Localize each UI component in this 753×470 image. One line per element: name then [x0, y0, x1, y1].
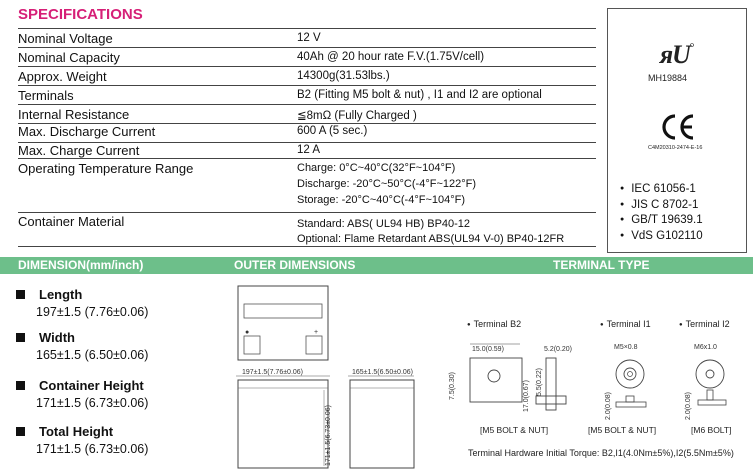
spec-label: Nominal Voltage [18, 31, 113, 46]
dimension-width [16, 330, 148, 362]
side-width-text: 165±1.5(6.50±0.06) [352, 369, 414, 376]
spec-row-weight [18, 66, 596, 86]
dimension-value: 197±1.5 (7.76±0.06) [36, 305, 149, 319]
spec-row-resistance [18, 104, 596, 124]
terminal-i2-label: ● Terminal I2 [679, 319, 730, 329]
spec-row-capacity [18, 47, 596, 67]
spec-value: 14300g(31.53lbs.) [297, 70, 390, 82]
ul-number: MH19884 [648, 73, 688, 83]
container-optional: Optional: Flame Retardant ABS(UL94 V-0) BP40-12FR [297, 233, 565, 245]
dimension-name: Total Height [16, 424, 148, 439]
spec-label: Max. Charge Current [18, 143, 140, 158]
spec-value: B2 (Fitting M5 bolt & nut) , I1 and I2 are optional [297, 89, 542, 101]
dimension-name: Container Height [16, 378, 148, 393]
band-terminal: TERMINAL TYPE [553, 258, 650, 272]
b2-dim4: 17.0(0.67) [523, 380, 530, 412]
spec-value: 12 A [297, 144, 321, 156]
band-outer: OUTER DIMENSIONS [234, 258, 356, 272]
front-view-outline [238, 380, 328, 468]
svg-text:U: U [672, 40, 691, 69]
spec-label: Operating Temperature Range [18, 161, 194, 176]
dimension-length [16, 287, 148, 319]
terminal-b2-label: ● Terminal B2 [467, 319, 521, 329]
b2-dim2: 5.2(0.20) [544, 346, 573, 353]
page-title: SPECIFICATIONS [18, 6, 143, 23]
spec-row-temperature [18, 158, 596, 213]
temp-charge: Charge: 0°C~40°C(32°F~104°F) [297, 162, 456, 174]
ce-code: C4M20310-2474-E-16 [648, 145, 703, 151]
spec-label: Internal Resistance [18, 107, 130, 122]
spec-row-terminals [18, 85, 596, 105]
i2-dim2: 2.0(0.08) [685, 391, 692, 420]
temp-storage: Storage: -20°C~40°C(-4°F~104°F) [297, 194, 466, 206]
ul-logo-icon [652, 37, 702, 75]
cert-list [620, 183, 703, 245]
terminal-b2-drawing [440, 338, 580, 422]
terminal-b2-caption: [M5 BOLT & NUT] [480, 425, 549, 435]
positive-terminal-icon: + [314, 329, 319, 336]
cert-item: ● GB/T 19639.1 [620, 214, 703, 230]
i1-dim2: 2.0(0.08) [605, 391, 612, 420]
terminal-torque: Terminal Hardware Initial Torque: B2,I1(4.0Nm±5%),I2(5.5Nm±5%) [468, 448, 734, 458]
b2-dim1: 15.0(0.59) [472, 346, 504, 353]
i1-dim1: M5×0.8 [614, 344, 638, 351]
terminal-i1-drawing [598, 338, 658, 422]
spec-value: 12 V [297, 32, 321, 44]
section-band [0, 257, 753, 274]
i2-dim1: M6x1.0 [694, 344, 717, 351]
height-text: 171±1.5(6.73±0.06) [325, 404, 332, 466]
spec-value: 600 A (5 sec.) [297, 125, 368, 137]
top-view-label-area [244, 304, 322, 318]
top-view-terminal-right [306, 336, 322, 354]
terminal-i1-caption: [M5 BOLT & NUT] [588, 425, 657, 435]
ce-mark-icon [658, 112, 698, 142]
band-dimension: DIMENSION(mm/inch) [18, 258, 144, 272]
cert-item: ● IEC 61056-1 [620, 183, 703, 199]
negative-terminal-icon: ● [245, 329, 250, 336]
dimension-container-height [16, 378, 148, 410]
spec-row-discharge [18, 123, 596, 143]
spec-label: Approx. Weight [18, 69, 107, 84]
table-bottom-divider [18, 246, 596, 247]
dimension-name: Length [16, 287, 148, 302]
b2-dim3: 7.5(0.30) [449, 371, 456, 400]
certification-box [607, 8, 747, 253]
cert-item: ● VdS G102110 [620, 230, 703, 246]
front-width-text: 197±1.5(7.76±0.06) [242, 369, 304, 376]
temp-discharge: Discharge: -20°C~50°C(-4°F~122°F) [297, 178, 476, 190]
dimension-total-height [16, 424, 148, 456]
spec-label: Terminals [18, 88, 74, 103]
dimension-value: 171±1.5 (6.73±0.06) [36, 442, 149, 456]
cert-item: ● JIS C 8702-1 [620, 199, 703, 215]
container-standard: Standard: ABS( UL94 HB) BP40-12 [297, 218, 471, 230]
spec-row-voltage [18, 28, 596, 48]
terminal-i2-drawing [680, 338, 746, 422]
terminal-i2-caption: [M6 BOLT] [691, 425, 732, 435]
outer-dimension-drawing [228, 280, 438, 470]
spec-label: Container Material [18, 214, 125, 229]
top-view-outline [238, 286, 328, 360]
dimension-value: 165±1.5 (6.50±0.06) [36, 348, 149, 362]
terminal-i1-label: ● Terminal I1 [600, 319, 651, 329]
side-view-outline [350, 380, 414, 468]
dimension-value: 171±1.5 (6.73±0.06) [36, 396, 149, 410]
spec-value: ≦8mΩ (Fully Charged ) [297, 110, 417, 122]
spec-row-container [18, 212, 596, 249]
top-view-terminal-left [244, 336, 260, 354]
spec-value: 40Ah @ 20 hour rate F.V.(1.75V/cell) [297, 51, 485, 63]
b2-dim5: 5.5(0.22) [536, 367, 543, 396]
spec-label: Nominal Capacity [18, 50, 120, 65]
dimension-name: Width [16, 330, 148, 345]
spec-label: Max. Discharge Current [18, 124, 156, 139]
svg-text:ᴙ: ᴙ [660, 40, 673, 69]
